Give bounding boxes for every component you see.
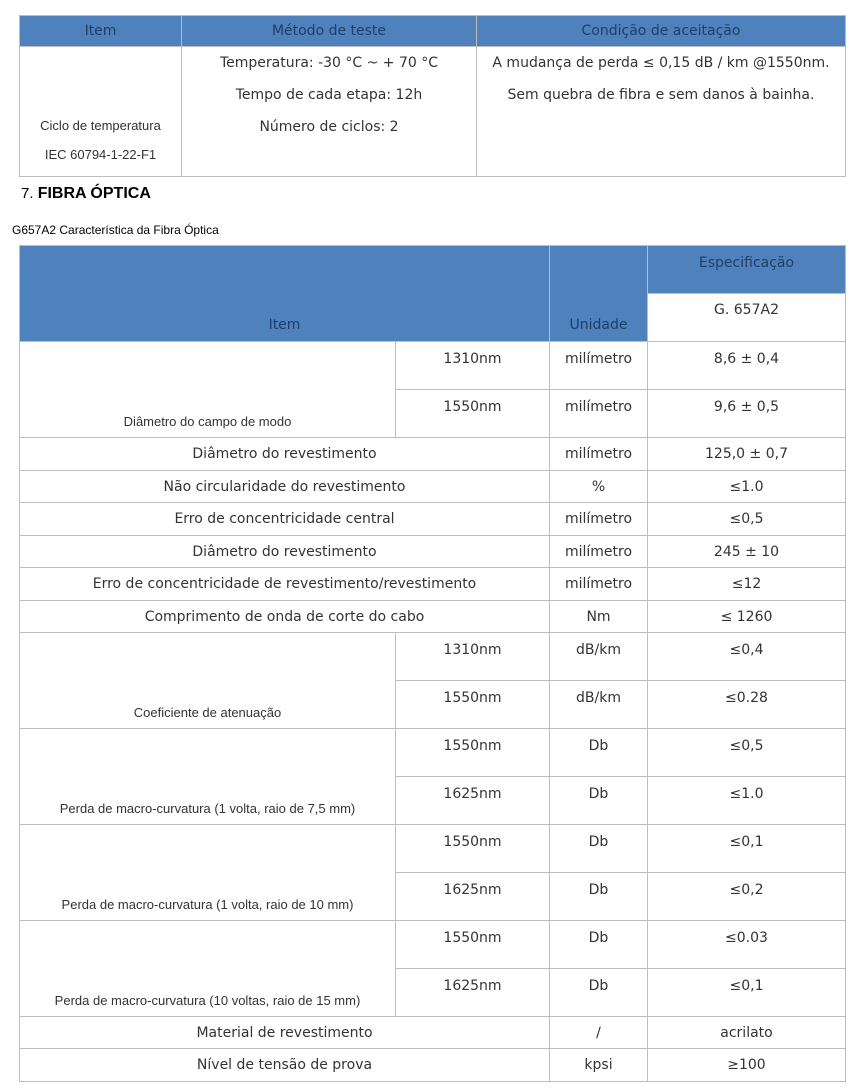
header-item: Item [20,16,182,47]
table-row [20,921,846,969]
table-row [20,438,846,471]
table-row [20,342,846,390]
row-sub: 1550nm [396,681,550,729]
method-cycles: Número de ciclos: 2 [259,119,399,135]
header-method: Método de teste [182,16,477,47]
row-label: Diâmetro do revestimento [20,438,550,471]
header-acceptance: Condição de aceitação [477,16,846,47]
row-unit: Db [550,921,648,969]
row-label: Erro de concentricidade central [20,503,550,536]
row-unit: milímetro [550,536,648,568]
section-title [21,185,151,203]
row-unit: milímetro [550,390,648,438]
row-value: ≤0,1 [648,969,846,1017]
row-label: Comprimento de onda de corte do cabo [20,601,550,633]
test-method-cell [182,47,477,177]
row-label: Diâmetro do campo de modo [20,342,396,438]
method-temperature: Temperatura: -30 °C ~ + 70 °C [219,55,439,71]
row-label: Material de revestimento [20,1017,550,1049]
table-caption: G657A2 Característica da Fibra Óptica [12,223,219,237]
test-item-cell [20,47,182,177]
table-row [20,633,846,681]
row-value: ≤ 1260 [648,601,846,633]
section-heading: FIBRA ÓPTICA [37,185,151,202]
acceptance-sheath: Sem quebra de fibra e sem danos à bainha. [507,87,815,103]
row-unit: dB/km [550,681,648,729]
header-spec: Especificação [648,246,846,294]
row-value: ≤0,1 [648,825,846,873]
row-value: ≤12 [648,568,846,601]
row-value: ≤0.03 [648,921,846,969]
row-unit: Db [550,873,648,921]
row-label: Coeficiente de atenuação [20,633,396,729]
row-unit: Db [550,969,648,1017]
table-row [20,503,846,536]
test-item-standard: IEC 60794-1-22-F1 [44,147,157,162]
row-value: 125,0 ± 0,7 [648,438,846,471]
row-value: 9,6 ± 0,5 [648,390,846,438]
row-unit: milímetro [550,342,648,390]
row-sub: 1550nm [396,825,550,873]
header-model: G. 657A2 [648,294,846,342]
table-row [20,825,846,873]
row-sub: 1625nm [396,873,550,921]
row-sub: 1310nm [396,342,550,390]
table-row [20,471,846,503]
row-value: acrilato [648,1017,846,1049]
row-unit: Nm [550,601,648,633]
table-row [20,601,846,633]
row-sub: 1550nm [396,390,550,438]
test-item-name: Ciclo de temperatura [40,118,161,133]
table-row [20,536,846,568]
row-value: ≤0.28 [648,681,846,729]
row-value: ≤1.0 [648,471,846,503]
temperature-test-table [19,15,846,177]
test-acceptance-cell [477,47,846,177]
row-unit: milímetro [550,503,648,536]
row-label: Nível de tensão de prova [20,1049,550,1082]
acceptance-loss: A mudança de perda ≤ 0,15 dB / km @1550nm. [492,55,830,71]
row-unit: Db [550,729,648,777]
row-label: Perda de macro-curvatura (10 voltas, raio de 15 mm) [20,921,396,1017]
table-row [20,729,846,777]
header-item: Item [20,246,550,342]
row-unit: Db [550,777,648,825]
row-sub: 1625nm [396,777,550,825]
row-sub: 1550nm [396,729,550,777]
row-label: Perda de macro-curvatura (1 volta, raio de 7,5 mm) [20,729,396,825]
row-sub: 1625nm [396,969,550,1017]
row-value: 245 ± 10 [648,536,846,568]
row-label: Erro de concentricidade de revestimento/revestimento [20,568,550,601]
method-step-time: Tempo de cada etapa: 12h [235,87,423,103]
row-unit: Db [550,825,648,873]
row-value: ≤0,2 [648,873,846,921]
row-unit: milímetro [550,568,648,601]
row-unit: / [550,1017,648,1049]
row-sub: 1310nm [396,633,550,681]
row-label: Diâmetro do revestimento [20,536,550,568]
row-value: ≤0,5 [648,729,846,777]
table-row [20,568,846,601]
table-row [20,1049,846,1082]
row-value: ≤0,4 [648,633,846,681]
row-value: ≤0,5 [648,503,846,536]
row-label: Perda de macro-curvatura (1 volta, raio de 10 mm) [20,825,396,921]
row-label: Não circularidade do revestimento [20,471,550,503]
row-unit: kpsi [550,1049,648,1082]
row-unit: dB/km [550,633,648,681]
row-value: 8,6 ± 0,4 [648,342,846,390]
row-unit: % [550,471,648,503]
row-unit: milímetro [550,438,648,471]
row-value: ≥100 [648,1049,846,1082]
row-value: ≤1.0 [648,777,846,825]
header-unit: Unidade [550,246,648,342]
section-number: 7. [21,185,34,202]
row-sub: 1550nm [396,921,550,969]
table-row [20,1017,846,1049]
fiber-characteristics-table [19,245,846,1082]
